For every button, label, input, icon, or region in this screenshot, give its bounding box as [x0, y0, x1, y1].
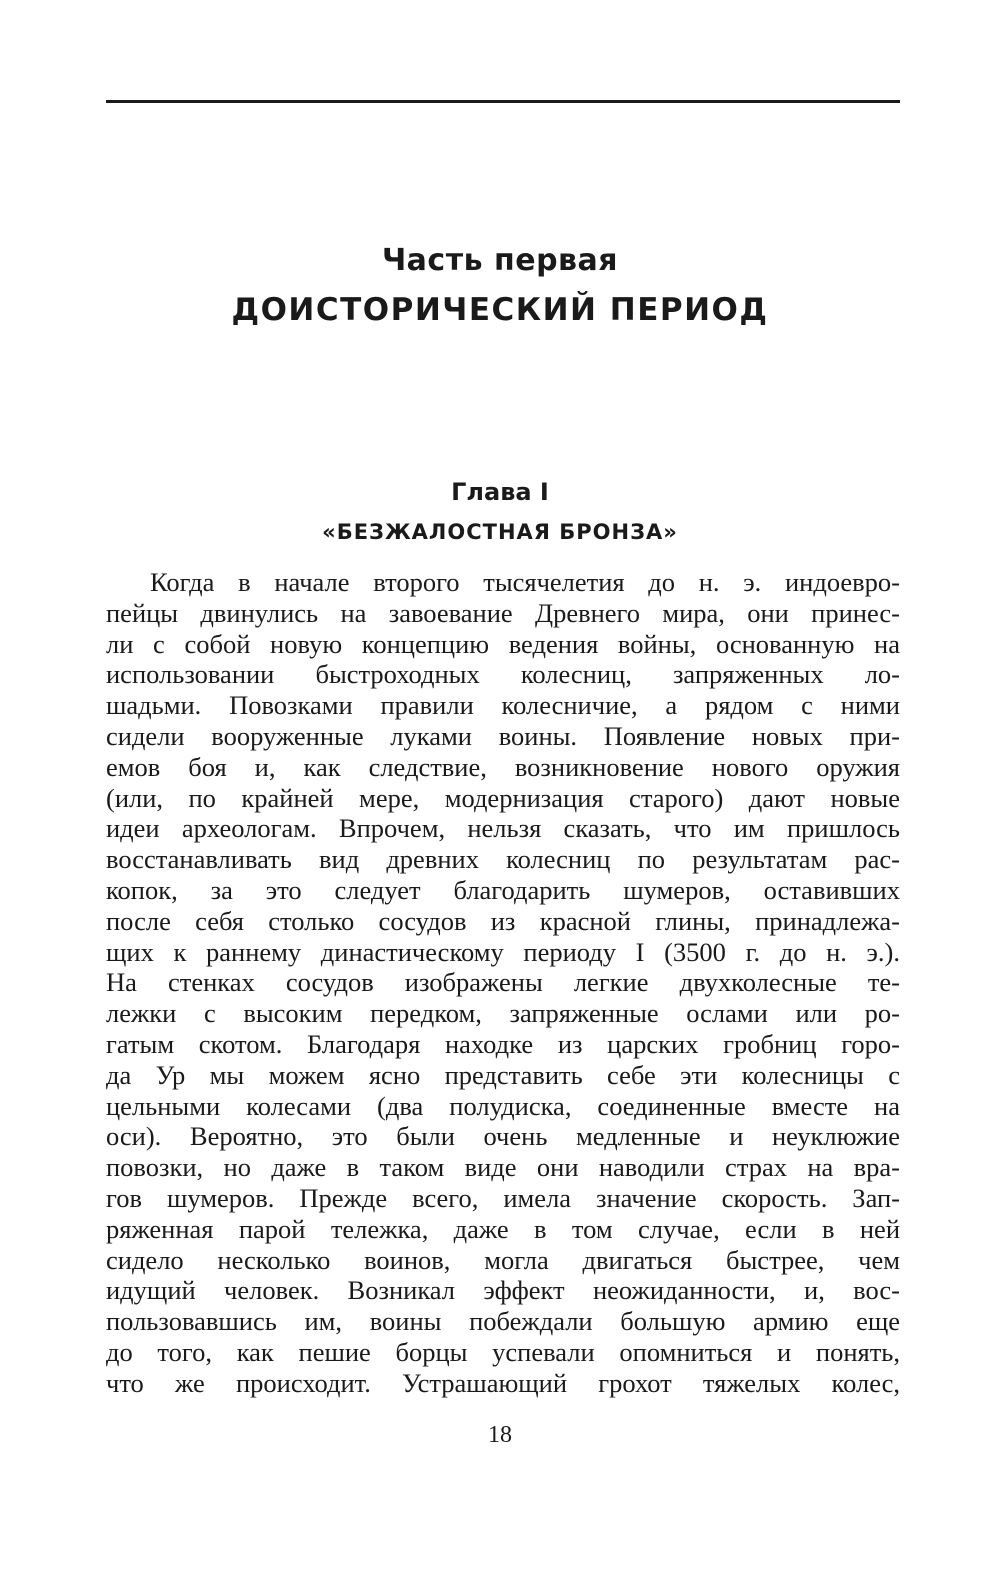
text-line: (или, по крайней мере, модернизация старого) дают новые [106, 782, 900, 813]
text-line: что же происходит. Устрашающий грохот тяжелых колес, [106, 1367, 900, 1398]
text-line: емов боя и, как следствие, возникновение нового оружия [106, 751, 900, 782]
text-line: использовании быстроходных колесниц, запряженных ло- [106, 659, 900, 690]
text-line: пользовавшись им, воины побеждали большую армию еще [106, 1306, 900, 1337]
text-line: идеи археологам. Впрочем, нельзя сказать, что им пришлось [106, 813, 900, 844]
body-text [106, 567, 900, 1399]
text-line: гатым скотом. Благодаря находке из царских гробниц горо- [106, 1028, 900, 1059]
text-line: цельными колесами (два полудиска, соединенные вместе на [106, 1090, 900, 1121]
text-line: ряженная парой тележка, даже в том случае, если в ней [106, 1213, 900, 1244]
part-label: Часть первая [381, 243, 619, 278]
text-line: гов шумеров. Прежде всего, имела значение скорость. Зап- [106, 1182, 900, 1213]
text-line: идущий человек. Возникал эффект неожиданности, и, вос- [106, 1275, 900, 1306]
text-line: лежки с высоким передком, запряженные ослами или ро- [106, 998, 900, 1029]
text-line: копок, за это следует благодарить шумеров, оставивших [106, 874, 900, 905]
text-line: сидели вооруженные луками воины. Появление новых при- [106, 720, 900, 751]
part-title: ДОИСТОРИЧЕСКИЙ ПЕРИОД [231, 292, 769, 328]
text-line: Когда в начале второго тысячелетия до н. э. индоевро- [150, 567, 900, 597]
page-number: 18 [488, 1422, 512, 1448]
text-line: до того, как пешие борцы успевали опомниться и понять, [106, 1336, 900, 1367]
chapter-title: «БЕЗЖАЛОСТНАЯ БРОНЗА» [322, 520, 678, 544]
text-line: На стенках сосудов изображены легкие двухколесные те- [106, 967, 900, 998]
text-line: пейцы двинулись на завоевание Древнего мира, они принес- [106, 597, 900, 628]
text-line: повозки, но даже в таком виде они наводили страх на вра- [106, 1152, 900, 1183]
text-line: после себя столько сосудов из красной глины, принадлежа- [106, 905, 900, 936]
text-line: щих к раннему династическому периоду I (3500 г. до н. э.). [106, 936, 900, 967]
text-line: ли с собой новую концепцию ведения войны, основанную на [106, 628, 900, 659]
text-line: сидело несколько воинов, могла двигаться быстрее, чем [106, 1244, 900, 1275]
text-line: шадьми. Повозками правили колесничие, а рядом с ними [106, 690, 900, 721]
header-rule [106, 100, 900, 103]
text-line: да Ур мы можем ясно представить себе эти колесницы с [106, 1059, 900, 1090]
text-line: оси). Вероятно, это были очень медленные и неуклюжие [106, 1121, 900, 1152]
chapter-label: Глава I [451, 478, 549, 506]
text-line: восстанавливать вид древних колесниц по результатам рас- [106, 844, 900, 875]
